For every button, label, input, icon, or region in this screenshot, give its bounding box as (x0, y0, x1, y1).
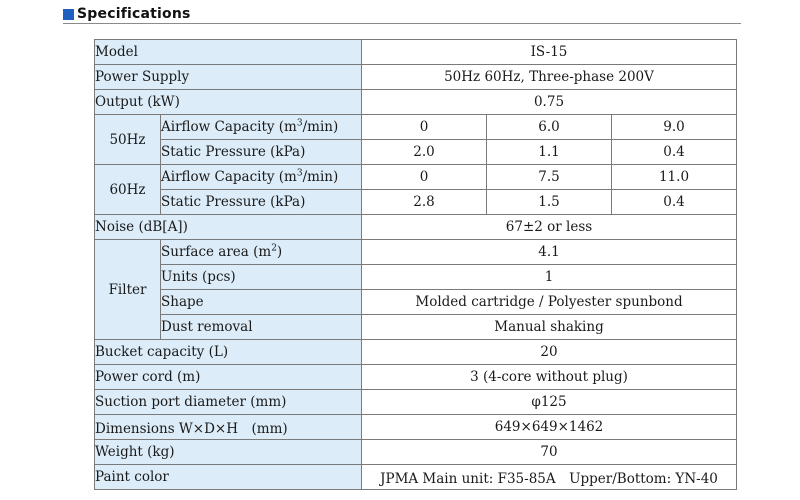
60hz-pressure-value-3: 0.4 (612, 190, 737, 215)
filter-surface-value: 4.1 (362, 240, 737, 265)
filter-surface-label: Surface area $(m^2)$ (161, 240, 362, 265)
power-cord-value: 3 (4-core without plug) (362, 365, 737, 390)
noise-label: Noise (dB[A]) (95, 215, 362, 240)
50hz-airflow-label: Airflow Capacity $(m^3/\min)$ (161, 115, 362, 140)
filter-dust-label: Dust removal (161, 315, 362, 340)
dimensions-value: 649×649×1462 (362, 415, 737, 440)
50hz-group-label: 50Hz (95, 115, 161, 165)
filter-shape-value: Molded cartridge / Polyester spunbond (362, 290, 737, 315)
paint-label: Paint color (95, 465, 362, 490)
50hz-pressure-value-3: 0.4 (612, 140, 737, 165)
section-title: Specifications (77, 6, 191, 22)
weight-value: 70 (362, 440, 737, 465)
section-header (63, 7, 741, 24)
50hz-pressure-label: Static Pressure (kPa) (161, 140, 362, 165)
filter-dust-value: Manual shaking (362, 315, 737, 340)
paint-value: JPMA Main unit: F35-85A Upper/Bottom: YN-40 (362, 465, 737, 490)
table-row-dimensions (95, 415, 737, 440)
table-row-bucket (95, 340, 737, 365)
table-row-50hz-airflow (95, 115, 737, 140)
power-cord-label: Power cord (m) (95, 365, 362, 390)
output-value: 0.75 (362, 90, 737, 115)
filter-units-label: Units (pcs) (161, 265, 362, 290)
bucket-label: Bucket capacity (L) (95, 340, 362, 365)
table-row-noise (95, 215, 737, 240)
output-label: Output (kW) (95, 90, 362, 115)
table-row-power-supply (95, 65, 737, 90)
table-row-model (95, 40, 737, 65)
50hz-airflow-value-2: 6.0 (487, 115, 612, 140)
50hz-pressure-value-2: 1.1 (487, 140, 612, 165)
power-supply-label: Power Supply (95, 65, 362, 90)
table-row-filter-shape (95, 290, 737, 315)
60hz-pressure-label: Static Pressure (kPa) (161, 190, 362, 215)
suction-value: φ125 (362, 390, 737, 415)
table-row-filter-units (95, 265, 737, 290)
model-label: Model (95, 40, 362, 65)
noise-value: 67±2 or less (362, 215, 737, 240)
power-supply-value: 50Hz 60Hz, Three-phase 200V (362, 65, 737, 90)
60hz-airflow-value-1: 0 (362, 165, 487, 190)
table-row-weight (95, 440, 737, 465)
table-row-60hz-airflow (95, 165, 737, 190)
suction-label: Suction port diameter (mm) (95, 390, 362, 415)
table-row-60hz-pressure (95, 190, 737, 215)
60hz-pressure-value-2: 1.5 (487, 190, 612, 215)
table-row-50hz-pressure (95, 140, 737, 165)
filter-units-value: 1 (362, 265, 737, 290)
table-row-power-cord (95, 365, 737, 390)
60hz-pressure-value-1: 2.8 (362, 190, 487, 215)
60hz-airflow-value-3: 11.0 (612, 165, 737, 190)
model-value: IS-15 (362, 40, 737, 65)
filter-group-label: Filter (95, 240, 161, 340)
weight-label: Weight (kg) (95, 440, 362, 465)
filter-shape-label: Shape (161, 290, 362, 315)
table-row-filter-surface (95, 240, 737, 265)
60hz-airflow-value-2: 7.5 (487, 165, 612, 190)
50hz-airflow-value-3: 9.0 (612, 115, 737, 140)
section-marker-icon (63, 9, 74, 20)
table-row-output (95, 90, 737, 115)
table-row-filter-dust (95, 315, 737, 340)
60hz-airflow-label: Airflow Capacity $(m^3/\min)$ (161, 165, 362, 190)
50hz-airflow-value-1: 0 (362, 115, 487, 140)
specifications-table (94, 39, 737, 490)
50hz-pressure-value-1: 2.0 (362, 140, 487, 165)
table-row-suction (95, 390, 737, 415)
dimensions-label: Dimensions W×D×H (mm) (95, 415, 362, 440)
60hz-group-label: 60Hz (95, 165, 161, 215)
bucket-value: 20 (362, 340, 737, 365)
table-row-paint (95, 465, 737, 490)
